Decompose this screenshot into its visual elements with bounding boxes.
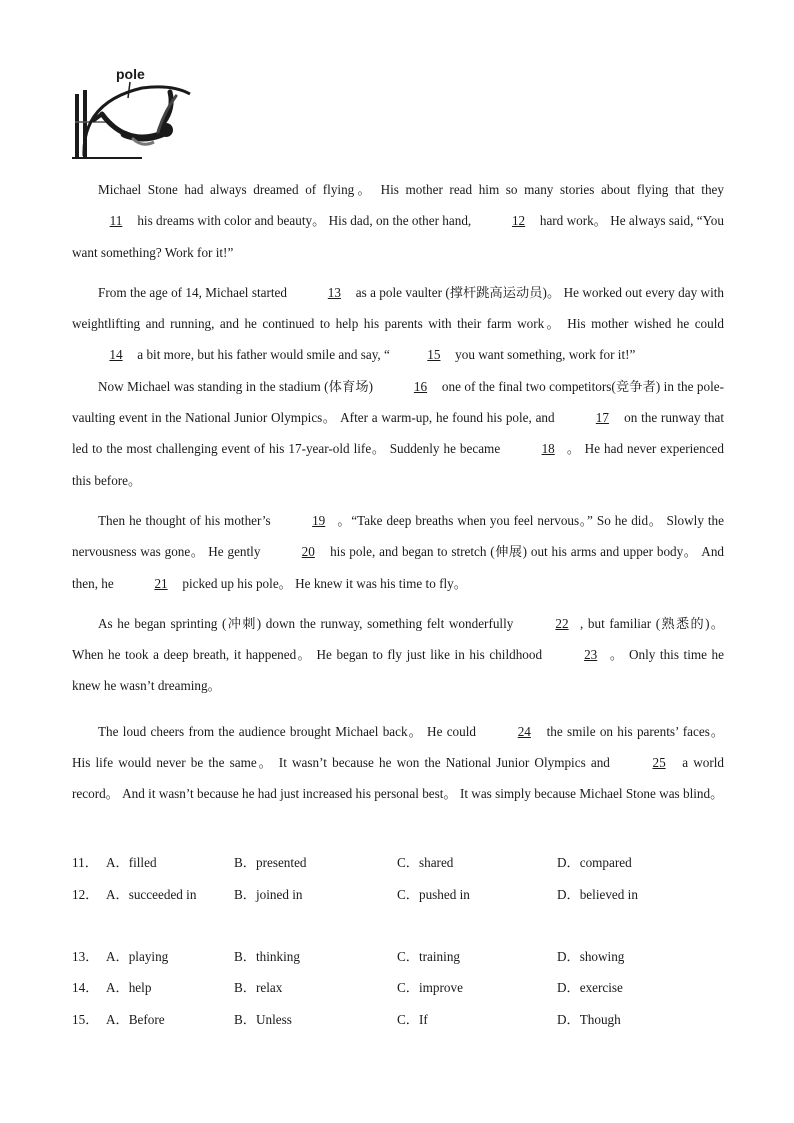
option-d[interactable]: D．exercise [557, 980, 623, 996]
blank-18[interactable]: 18 [541, 441, 555, 457]
question-row-12 [72, 877, 724, 908]
paragraph-3: Now Michael was standing in the stadium (体育场) 16 one of the final two competitors(竞争者) in the pole-vaulting event in the National Junior Olympics。 After a warm-up, he found his pole, and 17 on the runway that led to the most challenging event of his 17-year-old life。 Suddenly he became 18 。 He had never experienced this before。 [72, 371, 724, 496]
blank-22[interactable]: 22 [555, 615, 569, 631]
question-row-14 [72, 971, 724, 1002]
paragraph-6: The loud cheers from the audience brought Michael back。 He could 24 the smile on his parents’ faces。 His life would never be the same。 It wasn’t because he won the National Junior Olympics and 25 a world record。 And it wasn’t because he had just increased his personal best。 It was simply because Michael Stone was blind。 [72, 716, 724, 810]
option-d[interactable]: D．showing [557, 948, 625, 964]
question-number: 12． [72, 886, 99, 902]
paragraph-1: Michael Stone had always dreamed of flying。 His mother read him so many stories about flying that they 11 his dreams with color and beauty。 His dad, on the other hand, 12 hard work。 He always said, “You want something? Work for it!” [72, 182, 724, 260]
option-a[interactable]: A．succeeded in [106, 886, 197, 902]
option-d[interactable]: D．believed in [557, 886, 638, 902]
paragraph-4: Then he thought of his mother’s 19 。“Take deep breaths when you feel nervous。” So he did。 Slowly the nervousness was gone。 He gently 20 his pole, and began to stretch (伸展) out his arms and upper body。 And then, he 21 picked up his pole。 He knew it was his time to fly。 [72, 505, 724, 599]
option-c[interactable]: C．If [397, 1011, 428, 1027]
question-number: 11． [72, 855, 98, 871]
answer-options [72, 846, 724, 1034]
question-number: 15． [72, 1011, 99, 1027]
option-a[interactable]: A．help [106, 980, 152, 996]
option-b[interactable]: B．relax [234, 980, 283, 996]
blank-14[interactable]: 14 [109, 347, 123, 363]
question-number: 13． [72, 948, 99, 964]
question-row-13 [72, 940, 724, 971]
option-b[interactable]: B．Unless [234, 1011, 292, 1027]
option-c[interactable]: C．improve [397, 980, 463, 996]
pole-vaulter-icon [72, 62, 204, 166]
question-number: 14． [72, 980, 99, 996]
blank-23[interactable]: 23 [584, 647, 598, 663]
option-d[interactable]: D．Though [557, 1011, 621, 1027]
option-b[interactable]: B．thinking [234, 948, 300, 964]
blank-16[interactable]: 16 [413, 378, 428, 394]
option-a[interactable]: A．Before [106, 1011, 165, 1027]
option-a[interactable]: A．playing [106, 948, 169, 964]
reading-passage [72, 174, 724, 810]
blank-20[interactable]: 20 [301, 544, 315, 560]
option-a[interactable]: A．filled [106, 855, 157, 871]
pole-label: pole [116, 66, 145, 82]
blank-11[interactable]: 11 [109, 213, 123, 229]
option-d[interactable]: D．compared [557, 855, 632, 871]
blank-24[interactable]: 24 [517, 723, 531, 739]
option-c[interactable]: C．training [397, 948, 461, 964]
blank-25[interactable]: 25 [652, 755, 666, 771]
blank-15[interactable]: 15 [427, 347, 441, 363]
question-row-11 [72, 846, 724, 877]
pole-vault-illustration [72, 62, 204, 166]
blank-21[interactable]: 21 [154, 575, 168, 591]
blank-12[interactable]: 12 [511, 213, 526, 229]
option-c[interactable]: C．shared [397, 855, 454, 871]
option-b[interactable]: B．joined in [234, 886, 303, 902]
blank-17[interactable]: 17 [595, 410, 609, 426]
option-b[interactable]: B．presented [234, 855, 307, 871]
paragraph-5: As he began sprinting (冲刺) down the runway, something felt wonderfully 22 , but familiar (熟悉的)。 When he took a deep breath, it happened。 He began to fly just like in his childhood 23 。 Only this time he knew he wasn’t dreaming。 [72, 608, 724, 702]
blank-13[interactable]: 13 [327, 284, 341, 300]
paragraph-2: From the age of 14, Michael started 13 as a pole vaulter (撑杆跳高运动员)。 He worked out every day with weightlifting and running, and he continued to help his parents with their farm work。 His mother wished he could 14 a bit more, but his father would smile and say, “ 15 you want something, work for it!” [72, 277, 724, 371]
blank-19[interactable]: 19 [312, 512, 326, 528]
option-c[interactable]: C．pushed in [397, 886, 470, 902]
question-row-15 [72, 1003, 724, 1034]
